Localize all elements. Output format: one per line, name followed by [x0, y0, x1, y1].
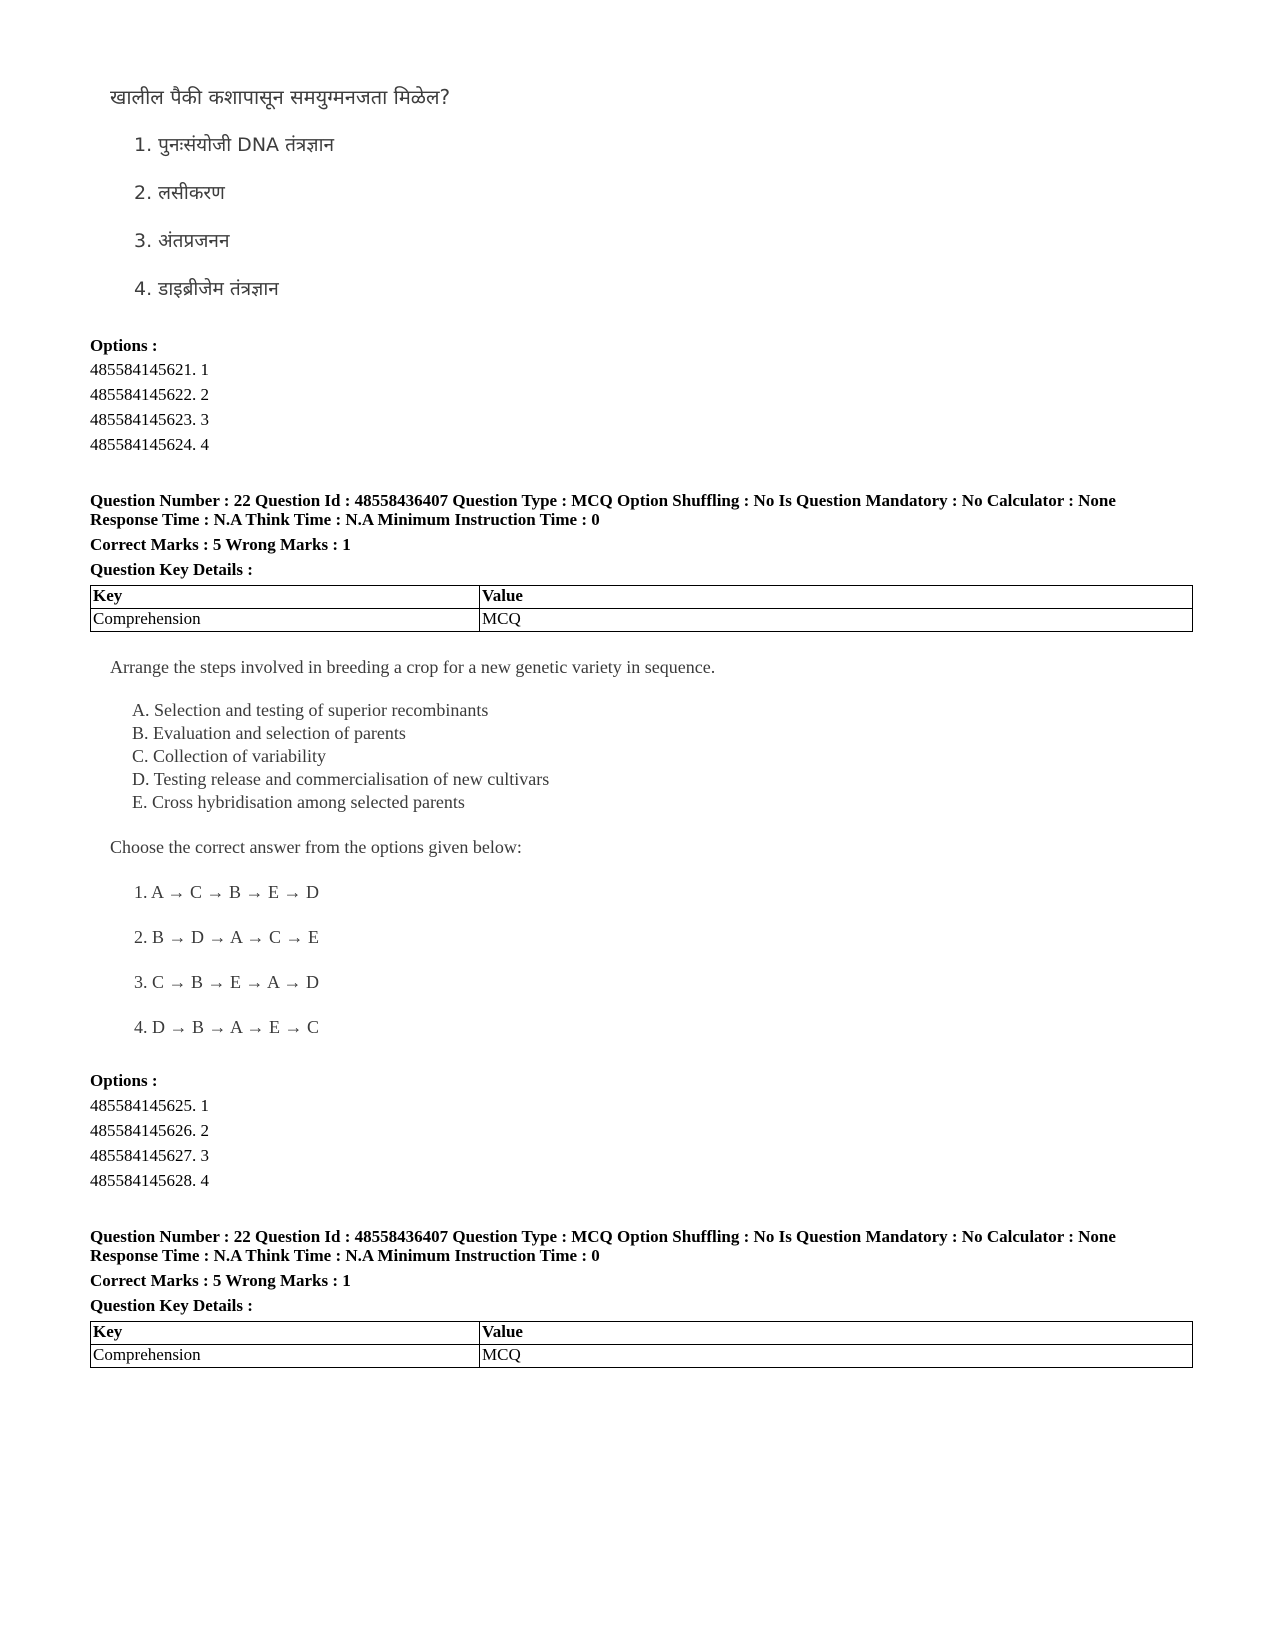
- table-header-row: [91, 1322, 1193, 1345]
- key-details-heading: Question Key Details :: [90, 560, 253, 579]
- option-item: 485584145621. 1: [90, 360, 209, 379]
- question-21-image: [110, 78, 610, 318]
- option-item: 485584145622. 2: [90, 385, 209, 404]
- option-item: 485584145624. 4: [90, 435, 209, 454]
- question-21-choice-2: 2. लसीकरण: [134, 182, 225, 204]
- key-details-heading: Question Key Details :: [90, 1296, 253, 1315]
- question-meta-line-2: Response Time : N.A Think Time : N.A Minimum Instruction Time : 0: [90, 510, 600, 529]
- question-22-choice-3: 3. C → B → E → A → D: [134, 972, 320, 992]
- option-item: 485584145627. 3: [90, 1146, 209, 1165]
- key-value-table: [90, 1321, 1193, 1368]
- step-item: B. Evaluation and selection of parents: [132, 723, 406, 743]
- table-row: [91, 609, 1193, 632]
- question-22-choice-1: 1. A → C → B → E → D: [134, 882, 320, 902]
- marks-line: Correct Marks : 5 Wrong Marks : 1: [90, 1271, 351, 1290]
- option-item: 485584145626. 2: [90, 1121, 209, 1140]
- table-cell-key: Comprehension: [91, 609, 480, 632]
- key-value-table: [90, 585, 1193, 632]
- table-cell-value: MCQ: [480, 609, 1193, 632]
- question-21-choice-1: 1. पुनःसंयोजी DNA तंत्रज्ञान: [134, 134, 335, 156]
- table-header-value: Value: [480, 586, 1193, 609]
- option-item: 485584145623. 3: [90, 410, 209, 429]
- question-meta-line-1: Question Number : 22 Question Id : 48558436407 Question Type : MCQ Option Shuffling : No Is Question Mandatory : No Calculator : None: [90, 491, 1116, 510]
- question-22-stem: Arrange the steps involved in breeding a crop for a new genetic variety in sequence.: [110, 657, 716, 677]
- step-item: A. Selection and testing of superior recombinants: [132, 700, 489, 720]
- question-meta-line-1: Question Number : 22 Question Id : 48558436407 Question Type : MCQ Option Shuffling : No Is Question Mandatory : No Calculator : None: [90, 1227, 1116, 1246]
- question-22-choice-2: 2. B → D → A → C → E: [134, 927, 320, 947]
- table-header-value: Value: [480, 1322, 1193, 1345]
- options-heading: Options :: [90, 1071, 158, 1090]
- table-header-row: [91, 586, 1193, 609]
- question-22-choice-4: 4. D → B → A → E → C: [134, 1017, 320, 1037]
- table-cell-key: Comprehension: [91, 1345, 480, 1368]
- question-22-image: [110, 655, 810, 1045]
- table-cell-value: MCQ: [480, 1345, 1193, 1368]
- option-item: 485584145628. 4: [90, 1171, 209, 1190]
- marks-line: Correct Marks : 5 Wrong Marks : 1: [90, 535, 351, 554]
- question-21-choice-4: 4. डाइब्रीजेम तंत्रज्ञान: [134, 278, 279, 300]
- option-item: 485584145625. 1: [90, 1096, 209, 1115]
- choose-instruction: Choose the correct answer from the options given below:: [110, 837, 522, 857]
- question-21-stem: खालील पैकी कशापासून समयुग्मनजता मिळेल?: [110, 85, 451, 109]
- step-item: C. Collection of variability: [132, 746, 326, 766]
- step-item: D. Testing release and commercialisation of new cultivars: [132, 769, 550, 789]
- options-heading: Options :: [90, 336, 158, 355]
- question-meta-line-2: Response Time : N.A Think Time : N.A Minimum Instruction Time : 0: [90, 1246, 600, 1265]
- table-header-key: Key: [91, 1322, 480, 1345]
- table-header-key: Key: [91, 586, 480, 609]
- step-item: E. Cross hybridisation among selected parents: [132, 792, 465, 812]
- table-row: [91, 1345, 1193, 1368]
- question-21-choice-3: 3. अंतप्रजनन: [134, 230, 230, 252]
